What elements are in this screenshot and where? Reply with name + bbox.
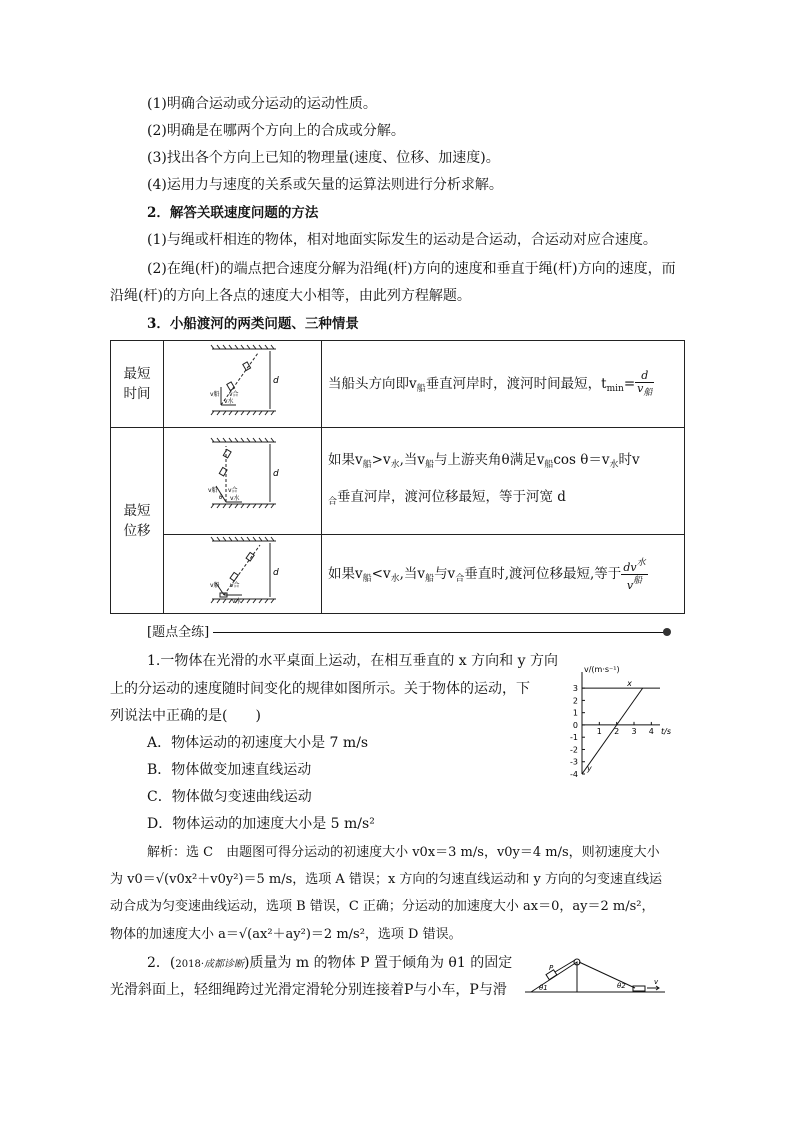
x-axis-label: t/s	[661, 726, 671, 736]
divider-dot-icon	[663, 628, 671, 636]
river-crossing-table	[110, 340, 685, 614]
section-2-paragraph-2b: 沿绳(杆)的方向上各点的速度大小相等，由此列方程解题。	[110, 288, 471, 304]
text: v	[637, 381, 644, 395]
diagram-label-v-water: v水	[224, 398, 234, 405]
label-line: 最短	[123, 366, 151, 382]
subscript: 水	[390, 460, 400, 470]
subscript: 船	[362, 460, 372, 470]
text: >v	[371, 452, 391, 468]
q1-line-2: 上的分运动的速度随时间变化的规律如图所示。关于物体的运动，下	[110, 681, 530, 697]
velocity-label: v	[654, 978, 659, 986]
q1-option-d: D．物体运动的加速度大小是 5 m/s²	[147, 816, 375, 832]
text: 垂直河岸，渡河位移最短，等于河宽 d	[337, 489, 566, 505]
text: 如果v	[328, 565, 363, 582]
y-axis-label: v/(m·s⁻¹)	[584, 665, 620, 674]
subscript: 船	[544, 460, 554, 470]
text: v	[626, 578, 634, 592]
series-label-y: y	[587, 764, 592, 773]
x-tick-label: 3	[631, 726, 637, 736]
method-step-1: (1)明确合运动或分运动的运动性质。	[147, 96, 377, 112]
text: ,当v	[399, 452, 426, 468]
method-step-2: (2)明确是在哪两个方向上的合成或分解。	[147, 123, 405, 139]
diagram-label-v-sum: v合	[230, 582, 240, 589]
text: 2018·	[175, 959, 205, 970]
fraction-d-over-v-boat	[635, 370, 654, 399]
theta1-label: θ1	[539, 984, 548, 992]
subscript: 船	[362, 573, 372, 584]
a1-line-1: 解析：选 C 由题图可得分运动的初速度大小 v0x＝3 m/s，v0y＝4 m/s，则初速度大小	[147, 845, 660, 860]
fraction-numerator	[621, 557, 647, 575]
row-description-shortest-time	[322, 341, 685, 428]
y-tick-label: 1	[572, 708, 578, 718]
x-tick-label: 4	[648, 726, 654, 736]
q1-line-3: 列说法中正确的是( )	[110, 708, 261, 724]
diagram-label-v-boat: v船	[210, 391, 220, 398]
method-step-4: (4)运用力与速度的关系或矢量的运算法则进行分析求解。	[147, 177, 503, 193]
y-tick-label: -2	[570, 745, 578, 755]
section-2-paragraph-2a: (2)在绳(杆)的端点把合速度分解为沿绳(杆)方向的速度和垂直于绳(杆)方向的速度，而	[147, 261, 676, 277]
subscript: 水	[609, 460, 619, 470]
subscript: 船	[425, 460, 435, 470]
text: <v	[371, 565, 391, 582]
superscript: 水	[636, 557, 646, 568]
y-tick-label: 2	[572, 696, 578, 706]
text: 垂直河岸时，渡河时间最短，t	[425, 375, 607, 392]
a1-line-4: 物体的加速度大小 a＝√(ax²＋ay²)＝2 m/s²，选项 D 错误。	[110, 927, 462, 942]
q1-option-c: C．物体做匀变速曲线运动	[147, 789, 312, 805]
q1-line-1: 1.一物体在光滑的水平桌面上运动，在相互垂直的 x 方向和 y 方向	[147, 653, 558, 669]
section-2-paragraph-1: (1)与绳或杆相连的物体，相对地面实际发生的运动是合运动，合运动对应合速度。	[147, 232, 657, 248]
diagram-shortest-displacement-1	[164, 428, 322, 535]
subscript: 合	[455, 573, 465, 584]
text: 与上游夹角θ满足v	[434, 452, 545, 468]
x-tick-label: 1	[596, 726, 602, 736]
text: cos θ＝v	[553, 452, 610, 468]
theta2-label: θ2	[617, 982, 626, 990]
section-divider	[213, 632, 665, 633]
y-tick-label: 3	[572, 684, 578, 694]
text: 当船头方向即v	[328, 375, 417, 392]
subscript: 船	[643, 387, 653, 398]
superscript: 船	[633, 575, 643, 586]
diagram-label-d: d	[273, 568, 279, 578]
incline-pulley-figure	[525, 950, 665, 1000]
text: 与v	[434, 565, 456, 582]
diagram-shortest-time	[164, 341, 322, 428]
label-line: 最短	[123, 502, 151, 519]
diagram-label-d: d	[273, 376, 279, 386]
diagram-label-v-water: v水	[230, 495, 240, 502]
x-tick-label: 2	[614, 726, 620, 736]
subscript: 船	[425, 573, 435, 584]
section-3-heading: 3．小船渡河的两类问题、三种情景	[147, 316, 359, 332]
y-tick-label: -1	[570, 733, 578, 743]
method-step-3: (3)找出各个方向上已知的物理量(速度、位移、加速度)。	[147, 150, 500, 166]
fraction-numerator: d	[635, 370, 654, 383]
q2-line-2: 光滑斜面上，轻细绳跨过光滑定滑轮分别连接着P与小车，P与滑	[110, 982, 507, 998]
practice-title: [题点全练]	[147, 625, 210, 640]
boat-diagram-3	[164, 535, 321, 607]
row-description-shortest-displacement-2	[322, 535, 685, 614]
diagram-label-v-boat: v船	[210, 582, 220, 589]
subscript: 水	[390, 573, 400, 584]
a1-line-3: 动合成为匀变速曲线运动，选项 B 错误，C 正确；分运动的加速度大小 ax＝0，ay＝2 m/s²，	[110, 899, 655, 914]
y-tick-label: -4	[570, 770, 578, 779]
row-label-shortest-displacement	[111, 428, 164, 614]
label-line: 时间	[123, 386, 151, 402]
p-label: P	[549, 964, 554, 972]
text: =	[623, 375, 636, 392]
boat-diagram-1	[164, 341, 321, 421]
q1-option-a: A．物体运动的初速度大小是 7 m/s	[147, 735, 369, 751]
diagram-label-v-boat: v船	[208, 487, 218, 494]
text: 成都诊断	[204, 959, 245, 970]
subscript: 船	[416, 383, 426, 394]
diagram-label-v-sum: v合	[229, 391, 239, 398]
table-row	[111, 341, 685, 428]
text: dv	[623, 560, 637, 574]
fraction-denominator	[621, 575, 647, 592]
q1-option-b: B．物体做变加速直线运动	[147, 762, 312, 778]
x-tick-labels	[597, 722, 654, 736]
diagram-label-v-sum: v合	[228, 487, 238, 494]
series-label-x: x	[627, 679, 632, 689]
description-line-1	[328, 450, 680, 475]
text: ,当v	[399, 565, 426, 582]
table-row	[111, 428, 685, 535]
text: )质量为 m 的物体 P 置于倾角为 θ1 的固定	[244, 955, 513, 971]
table-row	[111, 535, 685, 614]
subscript: min	[606, 383, 624, 394]
velocity-time-chart	[560, 662, 675, 782]
label-line: 位移	[123, 522, 151, 539]
text: 垂直时,渡河位移最短,等于	[464, 565, 622, 582]
description-line-2	[328, 487, 680, 512]
section-2-heading: 2．解答关联速度问题的方法	[147, 205, 319, 221]
subscript: 合	[328, 497, 338, 507]
text: 如果v	[328, 452, 363, 468]
fraction-dv-water-over-v-boat	[621, 557, 647, 592]
row-label-shortest-time	[111, 341, 164, 428]
y-tick-label: -3	[570, 757, 578, 767]
fraction-denominator	[635, 383, 654, 399]
q2-line-1	[147, 953, 512, 975]
text: 2．(	[147, 955, 176, 971]
diagram-label-d: d	[273, 469, 279, 479]
diagram-shortest-displacement-2	[164, 535, 322, 614]
diagram-label-v-water: v水	[232, 598, 242, 605]
y-tick-label: 0	[572, 720, 578, 730]
boat-diagram-2	[164, 428, 321, 528]
y-tick-labels	[570, 684, 585, 779]
a1-line-2: 为 v0＝√(v0x²＋v0y²)＝5 m/s，选项 A 错误；x 方向的匀速直线运动和 y 方向的匀变速直线运	[110, 872, 663, 887]
diagram-label-theta: θ	[219, 494, 223, 501]
row-description-shortest-displacement-1	[322, 428, 685, 535]
text: 时v	[618, 452, 640, 468]
